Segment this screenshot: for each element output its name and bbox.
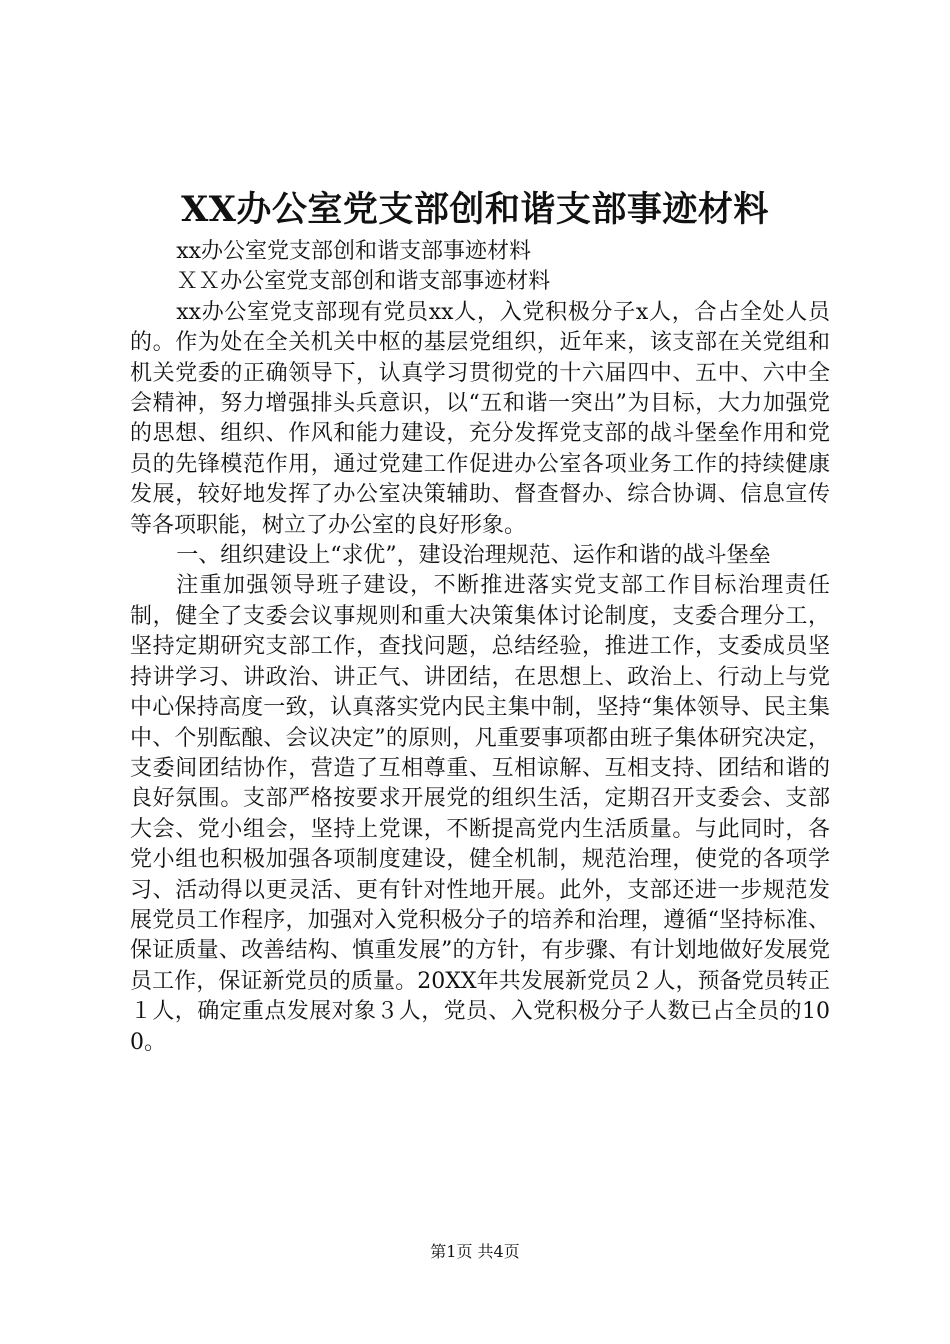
document-body — [130, 237, 830, 1058]
subtitle-line-1: xx办公室党支部创和谐支部事迹材料 — [176, 239, 532, 264]
section-heading-1: 一、组织建设上“求优”，建设治理规范、运作和谐的战斗堡垒 — [176, 543, 771, 569]
section-1-paragraph: 注重加强领导班子建设，不断推进落实党支部工作目标治理责任制，健全了支委会议事规则和重大决策集体讨论制度，支委合理分工，坚持定期研究支部工作，查找问题，总结经验，推进工作，支委成员坚持讲学习、讲政治、讲正气、讲团结，在思想上、政治上、行动上与党中心保持高度一致，认真落实党内民主集中制，坚持“集体领导、民主集中、个别酝酿、会议决定”的原则，凡重要事项都由班子集体研究决定，支委间团结协作，营造了互相尊重、互相谅解、互相支持、团结和谐的良好氛围。支部严格按要求开展党的组织生活，定期召开支委会、支部大会、党小组会，坚持上党课，不断提高党内生活质量。与此同时，各党小组也积极加强各项制度建设，健全机制，规范治理，使党的各项学习、活动得以更灵活、更有针对性地开展。此外，支部还进一步规范发展党员工作程序，加强对入党积极分子的培养和治理，遵循“坚持标准、保证质量、改善结构、慎重发展”的方针，有步骤、有计划地做好发展党员工作，保证新党员的质量。20XX年共发展新党员２人，预备党员转正１人，确定重点发展对象３人，党员、入党积极分子人数已占全员的100。 — [130, 573, 830, 1055]
page-number-footer: 第1页 共4页 — [430, 1242, 520, 1261]
intro-paragraph: xx办公室党支部现有党员xx人，入党积极分子x人，合占全处人员的。作为处在全关机关中枢的基层党组织，近年来，该支部在关党组和机关党委的正确领导下，认真学习贯彻党的十六届四中、五中、六中全会精神，努力增强排头兵意识，以“五和谐一突出”为目标，大力加强党的思想、组织、作风和能力建设，充分发挥党支部的战斗堡垒作用和党员的先锋模范作用，通过党建工作促进办公室各项业务工作的持续健康发展，较好地发挥了办公室决策辅助、督查督办、综合协调、信息宣传等各项职能，树立了办公室的良好形象。 — [130, 299, 830, 538]
document-title: XX办公室党支部创和谐支部事迹材料 — [181, 189, 769, 230]
subtitle-line-2: ＸＸ办公室党支部创和谐支部事迹材料 — [176, 269, 551, 295]
